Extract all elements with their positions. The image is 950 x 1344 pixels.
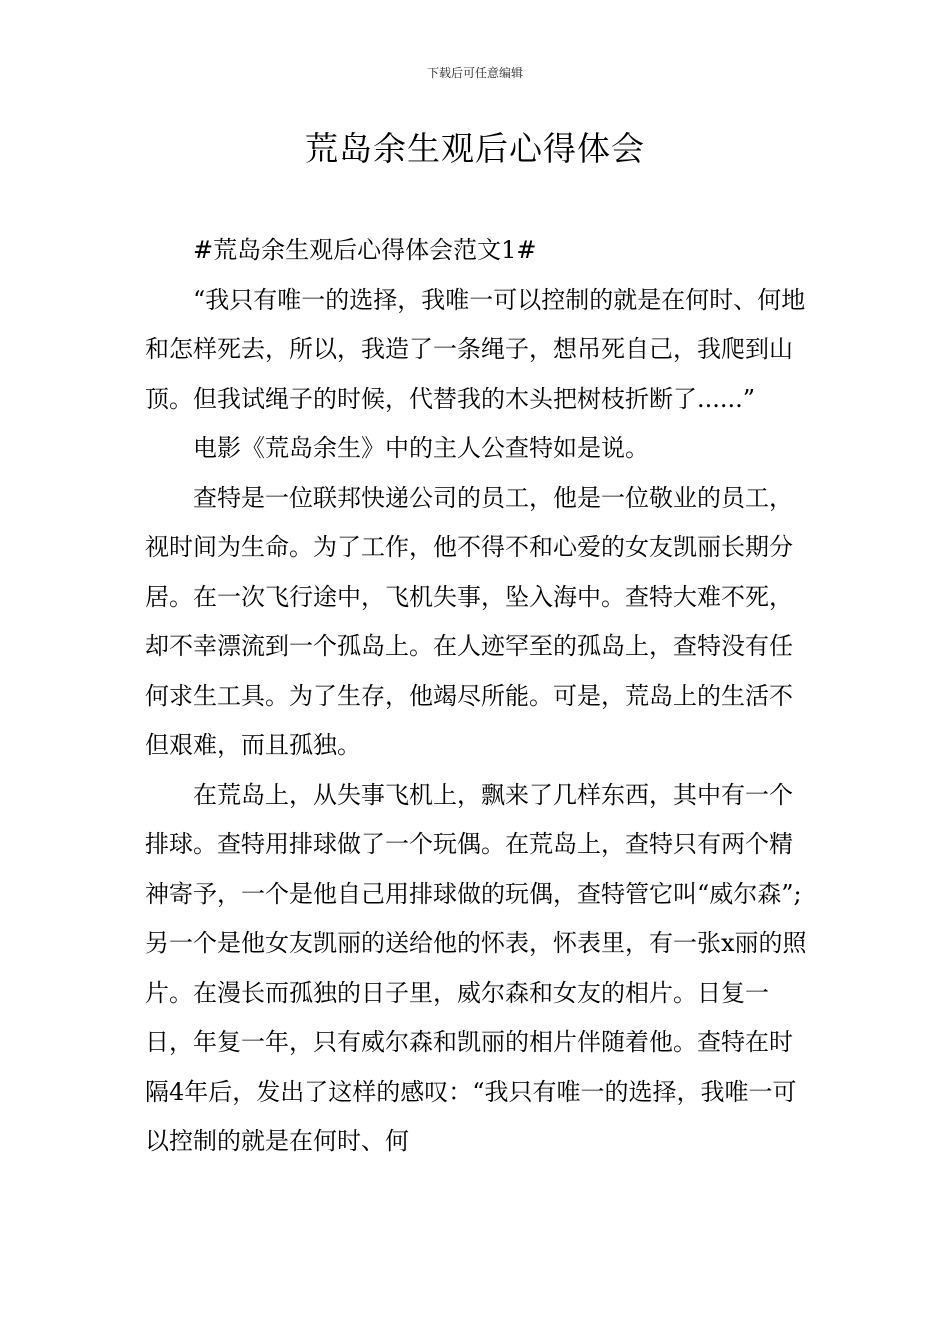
paragraph-intro: 电影《荒岛余生》中的主人公查特如是说。 bbox=[193, 434, 649, 462]
header-note: 下载后可任意编辑 bbox=[426, 66, 523, 80]
paragraph-island: 在荒岛上，从失事飞机上，飘来了几样东西，其中有一个排球。查特用排球做了一个玩偶。在荒岛上，查特只有两个精神寄予，一个是他自己用排球做的玩偶，查特管它叫“威尔森”;另一个是他女友凯丽的送给他的怀表，怀表里，有一张x丽的照片。在漫长而孤独的日子里，威尔森和女友的相片。日复一日，年复一年，只有威尔森和凯丽的相片伴随着他。查特在时隔4年后，发出了这样的感叹：“我只有唯一的选择，我唯一可以控制的就是在何时、何 bbox=[145, 780, 807, 1155]
document-body bbox=[145, 226, 809, 1167]
document-title: 荒岛余生观后心得体会 bbox=[305, 129, 645, 168]
section-heading: #荒岛余生观后心得体会范文1# bbox=[193, 236, 537, 264]
paragraph-story: 查特是一位联邦快递公司的员工，他是一位敬业的员工，视时间为生命。为了工作，他不得不和心爱的女友凯丽长期分居。在一次飞行途中，飞机失事，坠入海中。查特大难不死，却不幸漂流到一个孤岛上。在人迹罕至的孤岛上，查特没有任何求生工具。为了生存，他竭尽所能。可是，荒岛上的生活不但艰难，而且孤独。 bbox=[145, 483, 793, 759]
paragraph-quote: “我只有唯一的选择，我唯一可以控制的就是在何时、何地和怎样死去，所以，我造了一条绳子，想吊死自己，我爬到山顶。但我试绳子的时候，代替我的木头把树枝折断了......” bbox=[145, 285, 806, 413]
